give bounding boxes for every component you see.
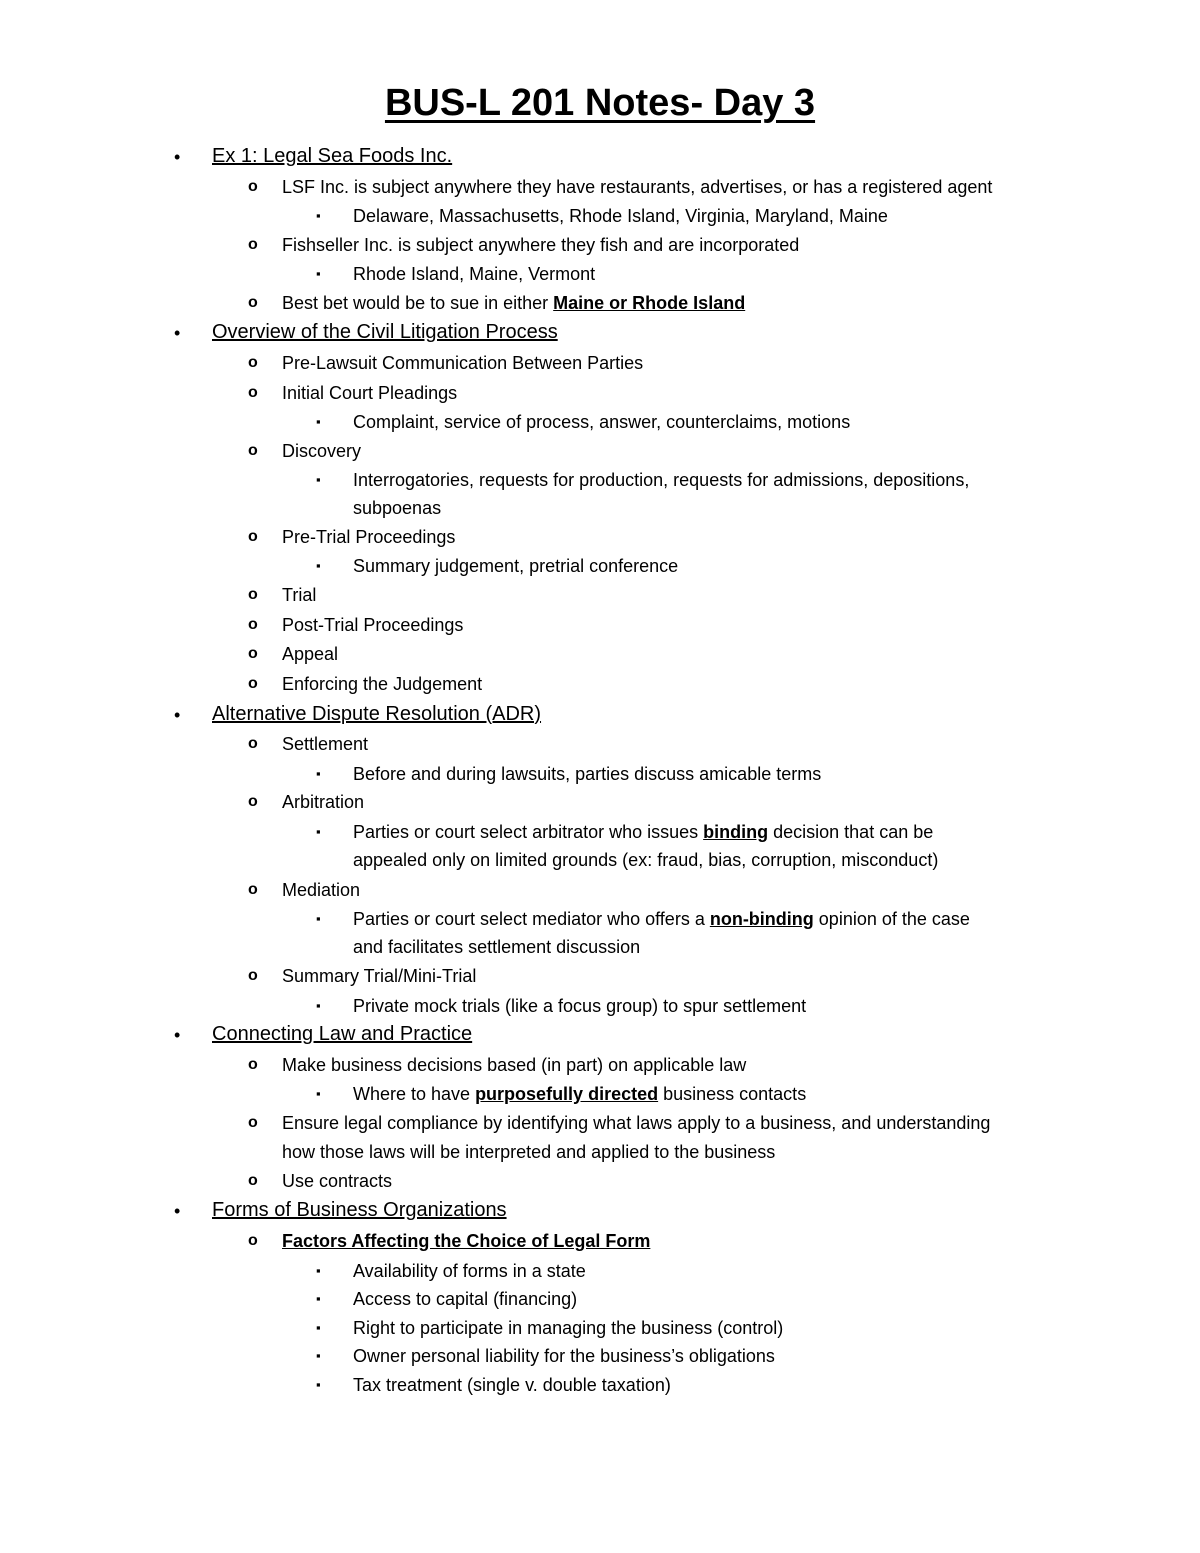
text-segment: Parties or court select mediator who offers a bbox=[353, 909, 710, 929]
bullet-marker: o bbox=[248, 384, 258, 401]
bullet-marker: o bbox=[248, 294, 258, 311]
emphasis-text: Maine or Rhode Island bbox=[553, 293, 746, 313]
item-text: how those laws will be interpreted and applied to the business bbox=[282, 1142, 776, 1162]
bullet-marker: • bbox=[174, 1201, 181, 1221]
bullet-marker: ▪ bbox=[316, 1291, 321, 1306]
bullet-marker: o bbox=[248, 645, 258, 662]
bullet-marker: o bbox=[248, 967, 258, 984]
text-segment: opinion of the case bbox=[813, 909, 970, 929]
bullet-marker: • bbox=[174, 147, 181, 167]
heading-text: Ex 1: Legal Sea Foods Inc. bbox=[212, 145, 453, 167]
bullet-marker: o bbox=[248, 675, 258, 692]
bullet-marker: • bbox=[174, 705, 181, 725]
emphasis-text: purposefully directed bbox=[475, 1084, 659, 1104]
item-text: Settlement bbox=[282, 734, 369, 754]
bullet-marker: o bbox=[248, 1172, 258, 1189]
item-text: Summary judgement, pretrial conference bbox=[353, 556, 679, 576]
item-text: Tax treatment (single v. double taxation) bbox=[353, 1375, 671, 1395]
item-text: Access to capital (financing) bbox=[353, 1289, 578, 1309]
item-text: Delaware, Massachusetts, Rhode Island, Virginia, Maryland, Maine bbox=[353, 206, 888, 226]
bullet-marker: o bbox=[248, 735, 258, 752]
item-text: Interrogatories, requests for production, requests for admissions, depositions, bbox=[353, 470, 970, 490]
bullet-marker: ▪ bbox=[316, 1377, 321, 1392]
text-segment: business contacts bbox=[658, 1084, 807, 1104]
text-segment: Parties or court select arbitrator who issues bbox=[353, 822, 704, 842]
item-text: Use contracts bbox=[282, 1171, 393, 1191]
item-text: Fishseller Inc. is subject anywhere they fish and are incorporated bbox=[282, 235, 800, 255]
bullet-marker: ▪ bbox=[316, 998, 321, 1013]
text-segment: decision that can be bbox=[768, 822, 934, 842]
bullet-marker: o bbox=[248, 1056, 258, 1073]
item-text: Private mock trials (like a focus group) to spur settlement bbox=[353, 996, 807, 1016]
item-text bbox=[353, 908, 970, 930]
item-text: and facilitates settlement discussion bbox=[353, 937, 641, 957]
item-text: Rhode Island, Maine, Vermont bbox=[353, 264, 596, 284]
bullet-marker: o bbox=[248, 586, 258, 603]
item-text: Summary Trial/Mini-Trial bbox=[282, 966, 477, 986]
bullet-marker: ▪ bbox=[316, 1086, 321, 1101]
bullet-marker: ▪ bbox=[316, 911, 321, 926]
bullet-marker: o bbox=[248, 1114, 258, 1131]
bullet-marker: o bbox=[248, 442, 258, 459]
item-text: Ensure legal compliance by identifying what laws apply to a business, and understanding bbox=[282, 1113, 991, 1133]
bullet-marker: • bbox=[174, 1025, 181, 1045]
text-segment: Best bet would be to sue in either bbox=[282, 293, 554, 313]
bullet-marker: o bbox=[248, 528, 258, 545]
item-text: Complaint, service of process, answer, counterclaims, motions bbox=[353, 412, 851, 432]
item-text: Post-Trial Proceedings bbox=[282, 615, 464, 635]
item-text: Owner personal liability for the business’s obligations bbox=[353, 1346, 775, 1366]
bullet-marker: o bbox=[248, 793, 258, 810]
item-text: LSF Inc. is subject anywhere they have restaurants, advertises, or has a registered agent bbox=[282, 177, 993, 197]
item-text: Initial Court Pleadings bbox=[282, 383, 458, 403]
bullet-marker: ▪ bbox=[316, 208, 321, 223]
item-text: Pre-Trial Proceedings bbox=[282, 527, 456, 547]
bullet-marker: o bbox=[248, 881, 258, 898]
item-text: Right to participate in managing the business (control) bbox=[353, 1318, 784, 1338]
emphasis-text: binding bbox=[703, 822, 769, 842]
item-text: Pre-Lawsuit Communication Between Parties bbox=[282, 353, 644, 373]
bullet-marker: • bbox=[174, 323, 181, 343]
bullet-marker: o bbox=[248, 236, 258, 253]
bullet-marker: ▪ bbox=[316, 1263, 321, 1278]
bullet-marker: o bbox=[248, 178, 258, 195]
heading-text: Alternative Dispute Resolution (ADR) bbox=[212, 703, 542, 725]
item-text: Availability of forms in a state bbox=[353, 1261, 586, 1281]
text-segment: Where to have bbox=[353, 1084, 476, 1104]
item-text: subpoenas bbox=[353, 498, 442, 518]
emphasis-text: non-binding bbox=[709, 909, 814, 929]
item-text: Trial bbox=[282, 585, 317, 605]
item-text: Mediation bbox=[282, 880, 361, 900]
bullet-marker: ▪ bbox=[316, 766, 321, 781]
item-text bbox=[282, 292, 745, 314]
bullet-marker: o bbox=[248, 1232, 258, 1249]
item-text bbox=[353, 821, 933, 843]
bullet-marker: ▪ bbox=[316, 558, 321, 573]
item-text: appealed only on limited grounds (ex: fraud, bias, corruption, misconduct) bbox=[353, 850, 939, 870]
bullet-marker: ▪ bbox=[316, 1320, 321, 1335]
item-text: Before and during lawsuits, parties discuss amicable terms bbox=[353, 764, 822, 784]
item-text: Arbitration bbox=[282, 792, 365, 812]
item-text: Factors Affecting the Choice of Legal Form bbox=[282, 1231, 651, 1251]
item-text: Make business decisions based (in part) on applicable law bbox=[282, 1055, 747, 1075]
page-title: BUS-L 201 Notes- Day 3 bbox=[384, 82, 816, 124]
bullet-marker: ▪ bbox=[316, 472, 321, 487]
bullet-marker: ▪ bbox=[316, 824, 321, 839]
bullet-marker: ▪ bbox=[316, 414, 321, 429]
heading-text: Connecting Law and Practice bbox=[212, 1023, 473, 1045]
heading-text: Overview of the Civil Litigation Process bbox=[212, 321, 558, 343]
item-text bbox=[353, 1083, 806, 1105]
heading-text: Forms of Business Organizations bbox=[212, 1199, 507, 1221]
bullet-marker: o bbox=[248, 616, 258, 633]
item-text: Appeal bbox=[282, 644, 339, 664]
item-text: Enforcing the Judgement bbox=[282, 674, 483, 694]
bullet-marker: o bbox=[248, 354, 258, 371]
bullet-marker: ▪ bbox=[316, 1348, 321, 1363]
bullet-marker: ▪ bbox=[316, 266, 321, 281]
item-text: Discovery bbox=[282, 441, 362, 461]
